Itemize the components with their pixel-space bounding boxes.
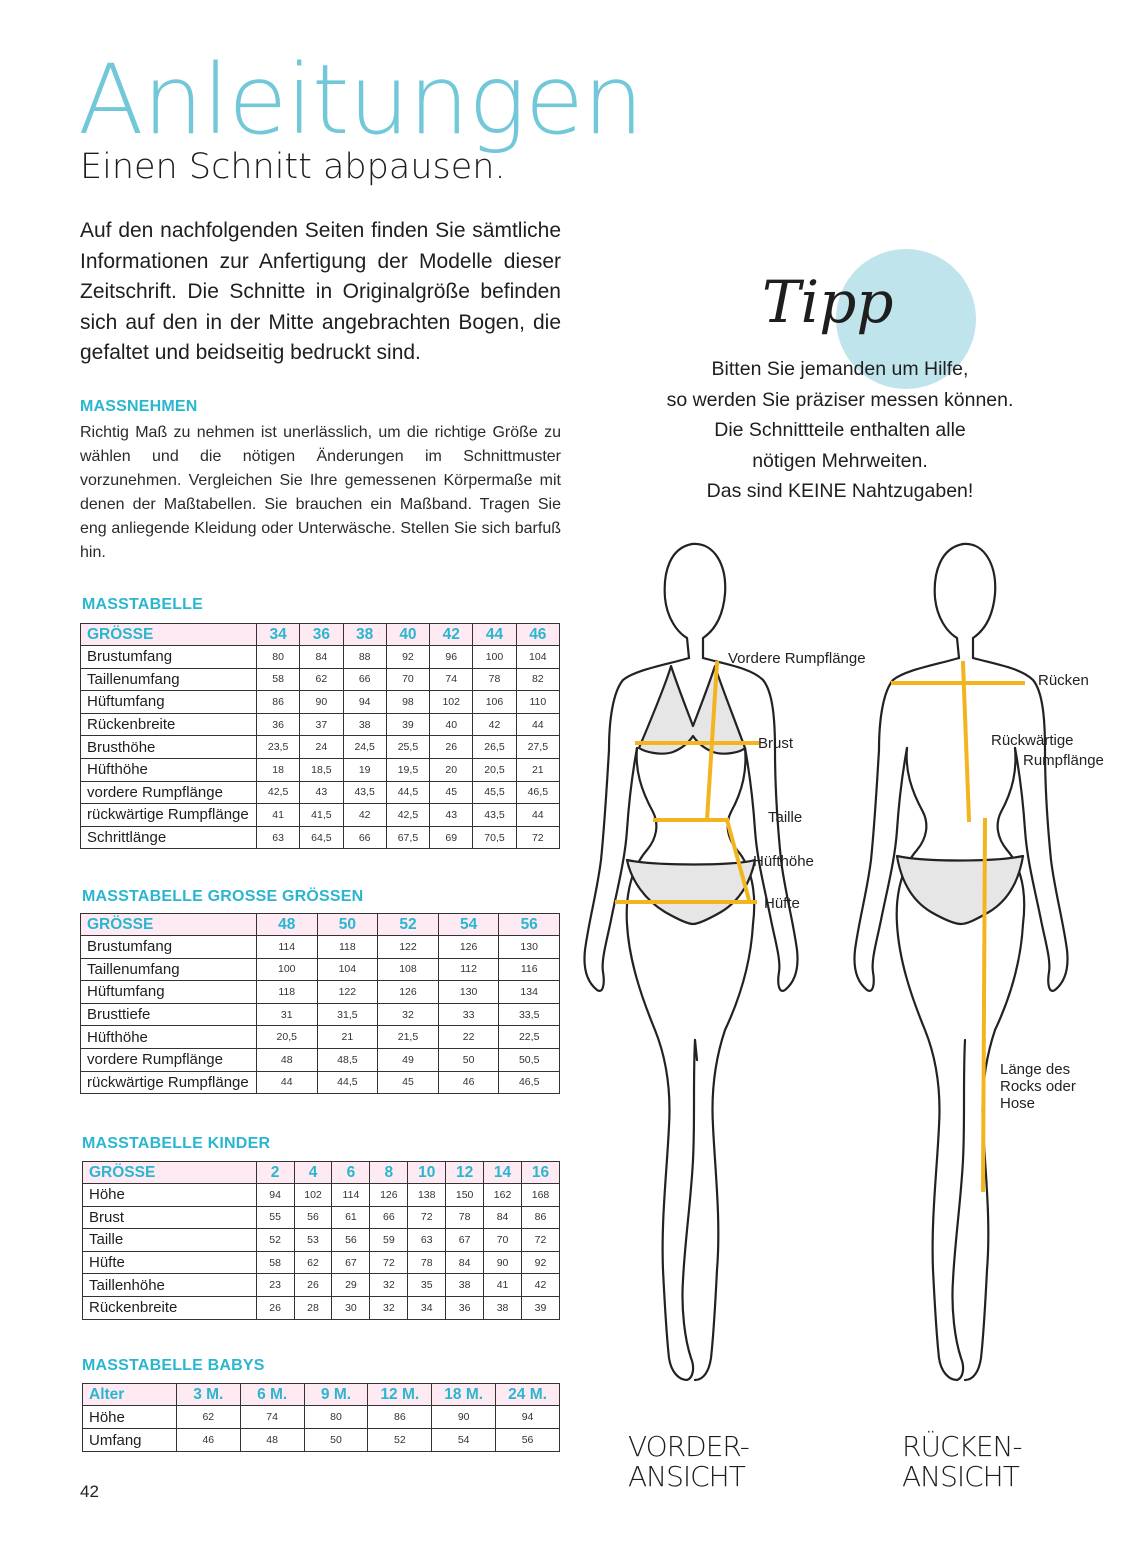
table-cell: 23 (256, 1274, 294, 1297)
row-label: Höhe (83, 1184, 257, 1207)
label-rueckwaertige-2: Rumpflänge (1023, 752, 1104, 769)
table-row (83, 1229, 560, 1252)
table-cell: 94 (343, 691, 386, 714)
table-cell: 19 (343, 758, 386, 781)
table-cell: 162 (484, 1184, 522, 1207)
table-cell: 56 (294, 1206, 332, 1229)
table-header-row (83, 1384, 560, 1406)
table-cell: 44 (516, 804, 559, 827)
row-label: Brust (83, 1206, 257, 1229)
table-header-cell: 12 (446, 1162, 484, 1184)
table-cell: 21 (317, 1026, 378, 1049)
table-cell: 26 (294, 1274, 332, 1297)
table-cell: 20 (430, 758, 473, 781)
table-cell: 104 (516, 646, 559, 669)
table-row (81, 713, 560, 736)
table-cell: 27,5 (516, 736, 559, 759)
row-label: Rückenbreite (83, 1296, 257, 1319)
tipp-line: nötigen Mehrweiten. (752, 449, 928, 472)
table-cell: 72 (408, 1206, 446, 1229)
page-number: 42 (80, 1482, 99, 1501)
table-cell: 108 (378, 958, 439, 981)
row-label: Hüfthöhe (81, 758, 257, 781)
intro-paragraph: Auf den nachfolgenden Seiten finden Sie sämtliche Informationen zur Anfertigung der Modelle dieser Zeitschrift. Die Schnitte in Originalgröße befinden sich auf den in der Mitte angebrachten Bogen, die gefaltet und beidseitig bedruckt sind. (80, 219, 561, 364)
row-label: Umfang (83, 1429, 177, 1452)
measurement-lines (617, 663, 1023, 1190)
table-heading-kinder: MASSTABELLE KINDER (82, 1135, 271, 1152)
table-cell: 56 (332, 1229, 370, 1252)
table-row (81, 1071, 560, 1094)
table-header-cell: 46 (516, 624, 559, 646)
row-label: rückwärtige Rumpflänge (81, 804, 257, 827)
table-cell: 86 (368, 1406, 432, 1429)
table-header-cell: 52 (378, 914, 439, 936)
table-cell: 72 (370, 1251, 408, 1274)
label-taille: Taille (768, 809, 803, 826)
table-cell: 52 (256, 1229, 294, 1252)
row-label: Rückenbreite (81, 713, 257, 736)
table-row (81, 958, 560, 981)
table-cell: 59 (370, 1229, 408, 1252)
table-cell: 28 (294, 1296, 332, 1319)
table-cell: 67,5 (386, 826, 429, 849)
row-label: Taillenumfang (81, 668, 257, 691)
table-cell: 130 (438, 981, 499, 1004)
table-cell: 50,5 (499, 1048, 560, 1071)
back-view-line: RÜCKEN- (902, 1430, 1022, 1463)
table-cell: 31,5 (317, 1003, 378, 1026)
table-cell: 126 (438, 936, 499, 959)
table-cell: 34 (408, 1296, 446, 1319)
table-cell: 21,5 (378, 1026, 439, 1049)
table-heading-grosse-groessen: MASSTABELLE GROSSE GRÖSSEN (82, 888, 364, 905)
table-cell: 72 (516, 826, 559, 849)
table-header-cell: 6 M. (240, 1384, 304, 1406)
table-cell: 66 (343, 668, 386, 691)
tipp-line: so werden Sie präziser messen können. (666, 388, 1014, 411)
table-cell: 46,5 (516, 781, 559, 804)
table-cell: 70 (386, 668, 429, 691)
table-cell: 134 (499, 981, 560, 1004)
table-cell: 80 (256, 646, 299, 669)
table-cell: 52 (368, 1429, 432, 1452)
front-view-line: VORDER- (628, 1430, 749, 1463)
row-label: rückwärtige Rumpflänge (81, 1071, 257, 1094)
label-laenge-2: Rocks oder (1000, 1078, 1076, 1095)
front-view-label (628, 1432, 749, 1492)
row-label: Brusttiefe (81, 1003, 257, 1026)
table-cell: 74 (430, 668, 473, 691)
table-header-cell: GRÖSSE (83, 1162, 257, 1184)
table-cell: 24 (300, 736, 343, 759)
table-cell: 138 (408, 1184, 446, 1207)
table-cell: 39 (522, 1296, 560, 1319)
table-cell: 26,5 (473, 736, 516, 759)
table-cell: 50 (438, 1048, 499, 1071)
table-cell: 69 (430, 826, 473, 849)
table-cell: 48 (256, 1048, 317, 1071)
table-cell: 30 (332, 1296, 370, 1319)
table-cell: 92 (522, 1251, 560, 1274)
table-cell: 110 (516, 691, 559, 714)
back-view-line: ANSICHT (902, 1460, 1019, 1493)
table-cell: 78 (473, 668, 516, 691)
table-cell: 122 (317, 981, 378, 1004)
table-cell: 66 (343, 826, 386, 849)
table-cell: 33 (438, 1003, 499, 1026)
table-cell: 44 (516, 713, 559, 736)
table-header-cell: 50 (317, 914, 378, 936)
table-cell: 42 (522, 1274, 560, 1297)
table-cell: 114 (332, 1184, 370, 1207)
table-cell: 48 (240, 1429, 304, 1452)
table-cell: 35 (408, 1274, 446, 1297)
table-header-cell: Alter (83, 1384, 177, 1406)
table-row (81, 936, 560, 959)
table-cell: 53 (294, 1229, 332, 1252)
table-cell: 26 (256, 1296, 294, 1319)
row-label: vordere Rumpflänge (81, 1048, 257, 1071)
page-subtitle: Einen Schnitt abpausen. (80, 147, 506, 187)
table-cell: 44,5 (386, 781, 429, 804)
row-label: Taillenumfang (81, 958, 257, 981)
table-row (83, 1274, 560, 1297)
table-cell: 32 (378, 1003, 439, 1026)
table-heading-babys: MASSTABELLE BABYS (82, 1357, 265, 1374)
tipp-line: Bitten Sie jemanden um Hilfe, (711, 358, 969, 380)
table-cell: 66 (370, 1206, 408, 1229)
table-cell: 98 (386, 691, 429, 714)
back-figure (855, 544, 1071, 1380)
table-row (81, 736, 560, 759)
table-cell: 41 (484, 1274, 522, 1297)
table-cell: 50 (304, 1429, 368, 1452)
table-row (81, 1048, 560, 1071)
table-cell: 31 (256, 1003, 317, 1026)
table-cell: 46 (438, 1071, 499, 1094)
table-header-row (83, 1162, 560, 1184)
table-header-cell: 6 (332, 1162, 370, 1184)
label-laenge-1: Länge des (1000, 1061, 1071, 1078)
row-label: Hüftumfang (81, 691, 257, 714)
row-label: Taillenhöhe (83, 1274, 257, 1297)
table-header-cell: 12 M. (368, 1384, 432, 1406)
table-cell: 24,5 (343, 736, 386, 759)
table-cell: 56 (496, 1429, 560, 1452)
table-cell: 22 (438, 1026, 499, 1049)
table-cell: 84 (446, 1251, 484, 1274)
table-cell: 38 (343, 713, 386, 736)
table-cell: 45 (378, 1071, 439, 1094)
table-cell: 58 (256, 1251, 294, 1274)
label-vordere-rumpflaenge: Vordere Rumpflänge (728, 650, 866, 667)
label-rueckwaertige-1: Rückwärtige (991, 732, 1074, 749)
table-cell: 62 (300, 668, 343, 691)
table-cell: 42,5 (386, 804, 429, 827)
table-cell: 74 (240, 1406, 304, 1429)
row-label: Hüfthöhe (81, 1026, 257, 1049)
table-row (81, 758, 560, 781)
table-cell: 41,5 (300, 804, 343, 827)
table-cell: 62 (176, 1406, 240, 1429)
table-cell: 45,5 (473, 781, 516, 804)
table-cell: 39 (386, 713, 429, 736)
table-header-cell: 56 (499, 914, 560, 936)
massnehmen-text: Richtig Maß zu nehmen ist unerlässlich, um die richtige Größe zu wählen und die nötigen Änderungen im Schnittmuster vorzunehmen. Vergleichen Sie Ihre gemessenen Körpermaße mit denen der Maßtabellen. Sie brauchen ein Maßband. Tragen Sie eng anliegende Kleidung oder Unterwäsche. Stellen Sie sich barfuß hin. (80, 424, 561, 561)
table-cell: 122 (378, 936, 439, 959)
table-cell: 49 (378, 1048, 439, 1071)
body-measurement-illustration (575, 520, 1125, 1440)
table-header-cell: GRÖSSE (81, 624, 257, 646)
table-cell: 42,5 (256, 781, 299, 804)
table-cell: 41 (256, 804, 299, 827)
table-row (83, 1251, 560, 1274)
table-cell: 86 (522, 1206, 560, 1229)
table-header-cell: 48 (256, 914, 317, 936)
table-header-cell: 2 (256, 1162, 294, 1184)
table-header-cell: 8 (370, 1162, 408, 1184)
table-cell: 84 (484, 1206, 522, 1229)
table-cell: 126 (378, 981, 439, 1004)
table-cell: 130 (499, 936, 560, 959)
table-cell: 43 (430, 804, 473, 827)
label-ruecken: Rücken (1038, 672, 1089, 689)
table-cell: 82 (516, 668, 559, 691)
table-cell: 72 (522, 1229, 560, 1252)
massnehmen-heading: MASSNEHMEN (80, 398, 198, 415)
table-cell: 46 (176, 1429, 240, 1452)
table-cell: 150 (446, 1184, 484, 1207)
table-cell: 61 (332, 1206, 370, 1229)
table-cell: 104 (317, 958, 378, 981)
table-row (81, 781, 560, 804)
table-cell: 114 (256, 936, 317, 959)
table-header-cell: 38 (343, 624, 386, 646)
table-row (83, 1206, 560, 1229)
table-header-cell: 54 (438, 914, 499, 936)
table-cell: 43,5 (473, 804, 516, 827)
table-cell: 44,5 (317, 1071, 378, 1094)
label-huefthoehe: Hüfthöhe (753, 853, 814, 870)
size-table-standard (80, 623, 560, 849)
row-label: Hüfte (83, 1251, 257, 1274)
table-header-cell: 4 (294, 1162, 332, 1184)
table-cell: 36 (256, 713, 299, 736)
row-label: Brustumfang (81, 646, 257, 669)
table-cell: 126 (370, 1184, 408, 1207)
table-cell: 90 (300, 691, 343, 714)
table-header-cell: GRÖSSE (81, 914, 257, 936)
table-cell: 118 (256, 981, 317, 1004)
table-cell: 19,5 (386, 758, 429, 781)
label-brust: Brust (758, 735, 794, 752)
table-cell: 18 (256, 758, 299, 781)
table-cell: 21 (516, 758, 559, 781)
label-laenge-3: Hose (1000, 1095, 1036, 1112)
table-header-cell: 40 (386, 624, 429, 646)
table-header-cell: 42 (430, 624, 473, 646)
table-row (81, 646, 560, 669)
table-cell: 38 (446, 1274, 484, 1297)
table-cell: 100 (256, 958, 317, 981)
table-cell: 67 (446, 1229, 484, 1252)
table-cell: 62 (294, 1251, 332, 1274)
table-header-cell: 18 M. (432, 1384, 496, 1406)
table-header-cell: 14 (484, 1162, 522, 1184)
table-cell: 94 (496, 1406, 560, 1429)
row-label: Schrittlänge (81, 826, 257, 849)
table-cell: 168 (522, 1184, 560, 1207)
row-label: Hüftumfang (81, 981, 257, 1004)
table-cell: 102 (430, 691, 473, 714)
label-huefte: Hüfte (764, 895, 800, 912)
table-cell: 18,5 (300, 758, 343, 781)
table-cell: 44 (256, 1071, 317, 1094)
table-cell: 43,5 (343, 781, 386, 804)
table-cell: 67 (332, 1251, 370, 1274)
table-cell: 94 (256, 1184, 294, 1207)
table-cell: 20,5 (256, 1026, 317, 1049)
front-view-line: ANSICHT (628, 1460, 745, 1493)
table-cell: 40 (430, 713, 473, 736)
table-header-cell: 3 M. (176, 1384, 240, 1406)
row-label: Höhe (83, 1406, 177, 1429)
table-heading-masstabelle: MASSTABELLE (82, 596, 204, 613)
table-header-row (81, 624, 560, 646)
table-cell: 118 (317, 936, 378, 959)
table-cell: 55 (256, 1206, 294, 1229)
table-header-cell: 10 (408, 1162, 446, 1184)
table-cell: 36 (446, 1296, 484, 1319)
table-header-cell: 44 (473, 624, 516, 646)
table-row (81, 804, 560, 827)
row-label: Taille (83, 1229, 257, 1252)
table-row (83, 1184, 560, 1207)
table-row (81, 691, 560, 714)
table-cell: 32 (370, 1296, 408, 1319)
tipp-line: Das sind KEINE Nahtzugaben! (706, 480, 974, 502)
table-header-cell: 16 (522, 1162, 560, 1184)
table-cell: 80 (304, 1406, 368, 1429)
table-cell: 42 (473, 713, 516, 736)
table-cell: 70 (484, 1229, 522, 1252)
table-row (81, 981, 560, 1004)
table-row (83, 1296, 560, 1319)
table-cell: 70,5 (473, 826, 516, 849)
back-view-label (902, 1432, 1022, 1492)
row-label: vordere Rumpflänge (81, 781, 257, 804)
table-cell: 29 (332, 1274, 370, 1297)
table-cell: 88 (343, 646, 386, 669)
table-cell: 106 (473, 691, 516, 714)
table-header-cell: 34 (256, 624, 299, 646)
table-cell: 100 (473, 646, 516, 669)
table-cell: 38 (484, 1296, 522, 1319)
table-row (81, 668, 560, 691)
table-cell: 90 (484, 1251, 522, 1274)
size-table-large (80, 913, 560, 1094)
table-cell: 26 (430, 736, 473, 759)
front-figure (585, 544, 798, 1380)
table-cell: 63 (256, 826, 299, 849)
table-header-cell: 24 M. (496, 1384, 560, 1406)
table-cell: 78 (446, 1206, 484, 1229)
table-cell: 45 (430, 781, 473, 804)
table-cell: 96 (430, 646, 473, 669)
table-cell: 78 (408, 1251, 446, 1274)
table-header-cell: 36 (300, 624, 343, 646)
table-row (83, 1406, 560, 1429)
table-cell: 58 (256, 668, 299, 691)
table-cell: 25,5 (386, 736, 429, 759)
table-header-row (81, 914, 560, 936)
table-row (81, 1026, 560, 1049)
table-cell: 54 (432, 1429, 496, 1452)
table-cell: 37 (300, 713, 343, 736)
table-cell: 48,5 (317, 1048, 378, 1071)
row-label: Brusthöhe (81, 736, 257, 759)
table-header-cell: 9 M. (304, 1384, 368, 1406)
tipp-line: Die Schnittteile enthalten alle (714, 419, 966, 441)
table-row (83, 1429, 560, 1452)
size-table-babies (82, 1383, 560, 1452)
table-cell: 92 (386, 646, 429, 669)
table-cell: 90 (432, 1406, 496, 1429)
table-row (81, 826, 560, 849)
table-row (81, 1003, 560, 1026)
table-cell: 33,5 (499, 1003, 560, 1026)
table-cell: 32 (370, 1274, 408, 1297)
table-cell: 86 (256, 691, 299, 714)
table-cell: 102 (294, 1184, 332, 1207)
table-cell: 22,5 (499, 1026, 560, 1049)
row-label: Brustumfang (81, 936, 257, 959)
table-cell: 84 (300, 646, 343, 669)
table-cell: 20,5 (473, 758, 516, 781)
tipp-text (640, 354, 1040, 507)
tipp-title: Tipp (762, 268, 894, 336)
table-cell: 42 (343, 804, 386, 827)
page-title: Anleitungen (78, 44, 643, 156)
size-table-kids (82, 1161, 560, 1320)
table-cell: 46,5 (499, 1071, 560, 1094)
table-cell: 23,5 (256, 736, 299, 759)
table-cell: 112 (438, 958, 499, 981)
table-cell: 116 (499, 958, 560, 981)
table-cell: 63 (408, 1229, 446, 1252)
table-cell: 64,5 (300, 826, 343, 849)
table-cell: 43 (300, 781, 343, 804)
